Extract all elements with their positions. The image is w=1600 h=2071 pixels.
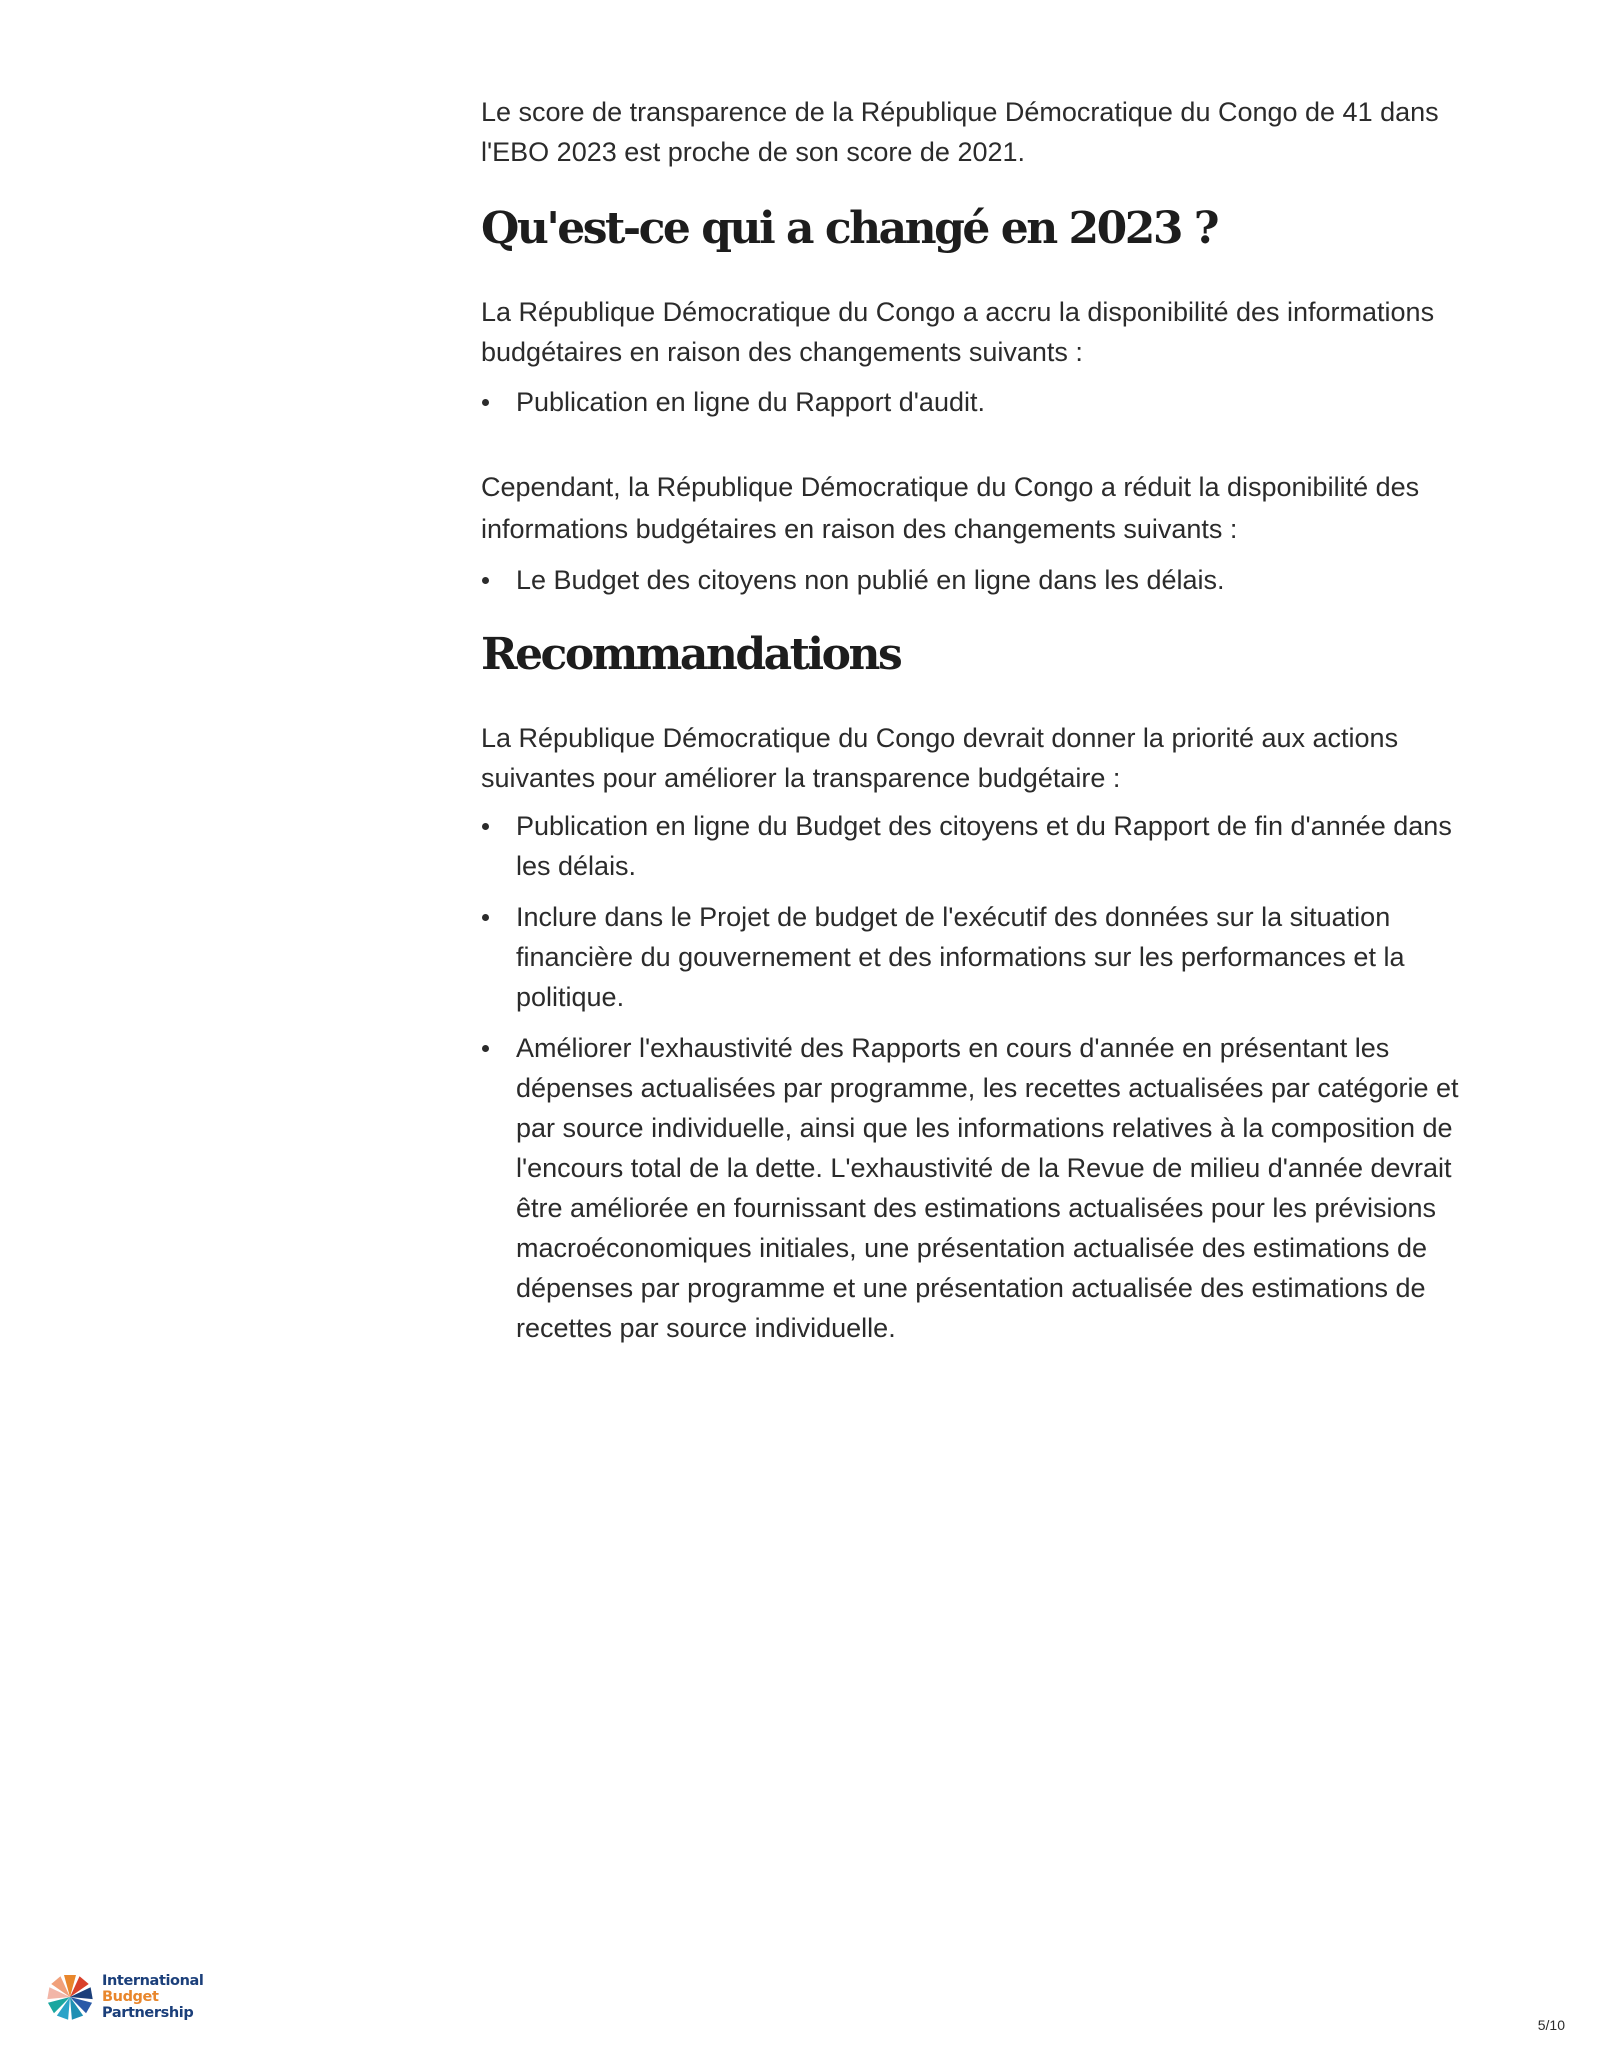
list-item: Publication en ligne du Budget des citoyens et du Rapport de fin d'année dans les délais. [481,806,1481,886]
page-number: 5/10 [1537,2017,1565,2033]
decrease-paragraph: Cependant, la République Démocratique du Congo a réduit la disponibilité des informations budgétaires en raison des changements suivants : [481,472,1420,544]
logo-line-international: International [102,1973,204,1989]
main-content [481,92,1481,1348]
list-item: Le Budget des citoyens non publié en ligne dans les délais. [481,560,1481,600]
decrease-list [481,560,1481,600]
logo-line-budget: Budget [102,1989,159,2005]
changes-heading: Qu'est-ce qui a changé en 2023 ? [481,203,1218,254]
increase-list [481,382,1481,422]
pinwheel-logo-icon [40,1966,100,2028]
list-item: Améliorer l'exhaustivité des Rapports en cours d'année en présentant les dépenses actualisées par programme, les recettes actualisées par catégorie et par source individuelle, ainsi que les informations relatives à la composition de l'encours total de la dette. L'exhaustivité de la Revue de milieu d'année devrait être améliorée en fournissant des estimations actualisées pour les prévisions macroéconomiques initiales, une présentation actualisée des estimations de dépenses par programme et une présentation actualisée des estimations de recettes par source individuelle. [481,1028,1481,1348]
ibp-logo [40,1966,230,2028]
recommendations-heading: Recommandations [481,629,901,680]
logo-line-partnership: Partnership [102,2005,194,2021]
recommendations-paragraph: La République Démocratique du Congo devrait donner la priorité aux actions suivantes pour améliorer la transparence budgétaire : [481,723,1399,793]
intro-paragraph: Le score de transparence de la République Démocratique du Congo de 41 dans l'EBO 2023 est proche de son score de 2021. [481,97,1439,167]
list-item: Publication en ligne du Rapport d'audit. [481,382,1481,422]
list-item: Inclure dans le Projet de budget de l'exécutif des données sur la situation financière du gouvernement et des informations sur les performances et la politique. [481,897,1481,1017]
logo-wordmark [102,1973,203,2021]
increase-paragraph: La République Démocratique du Congo a accru la disponibilité des informations budgétaires en raison des changements suivants : [481,297,1435,367]
recommendations-list [481,806,1481,1348]
